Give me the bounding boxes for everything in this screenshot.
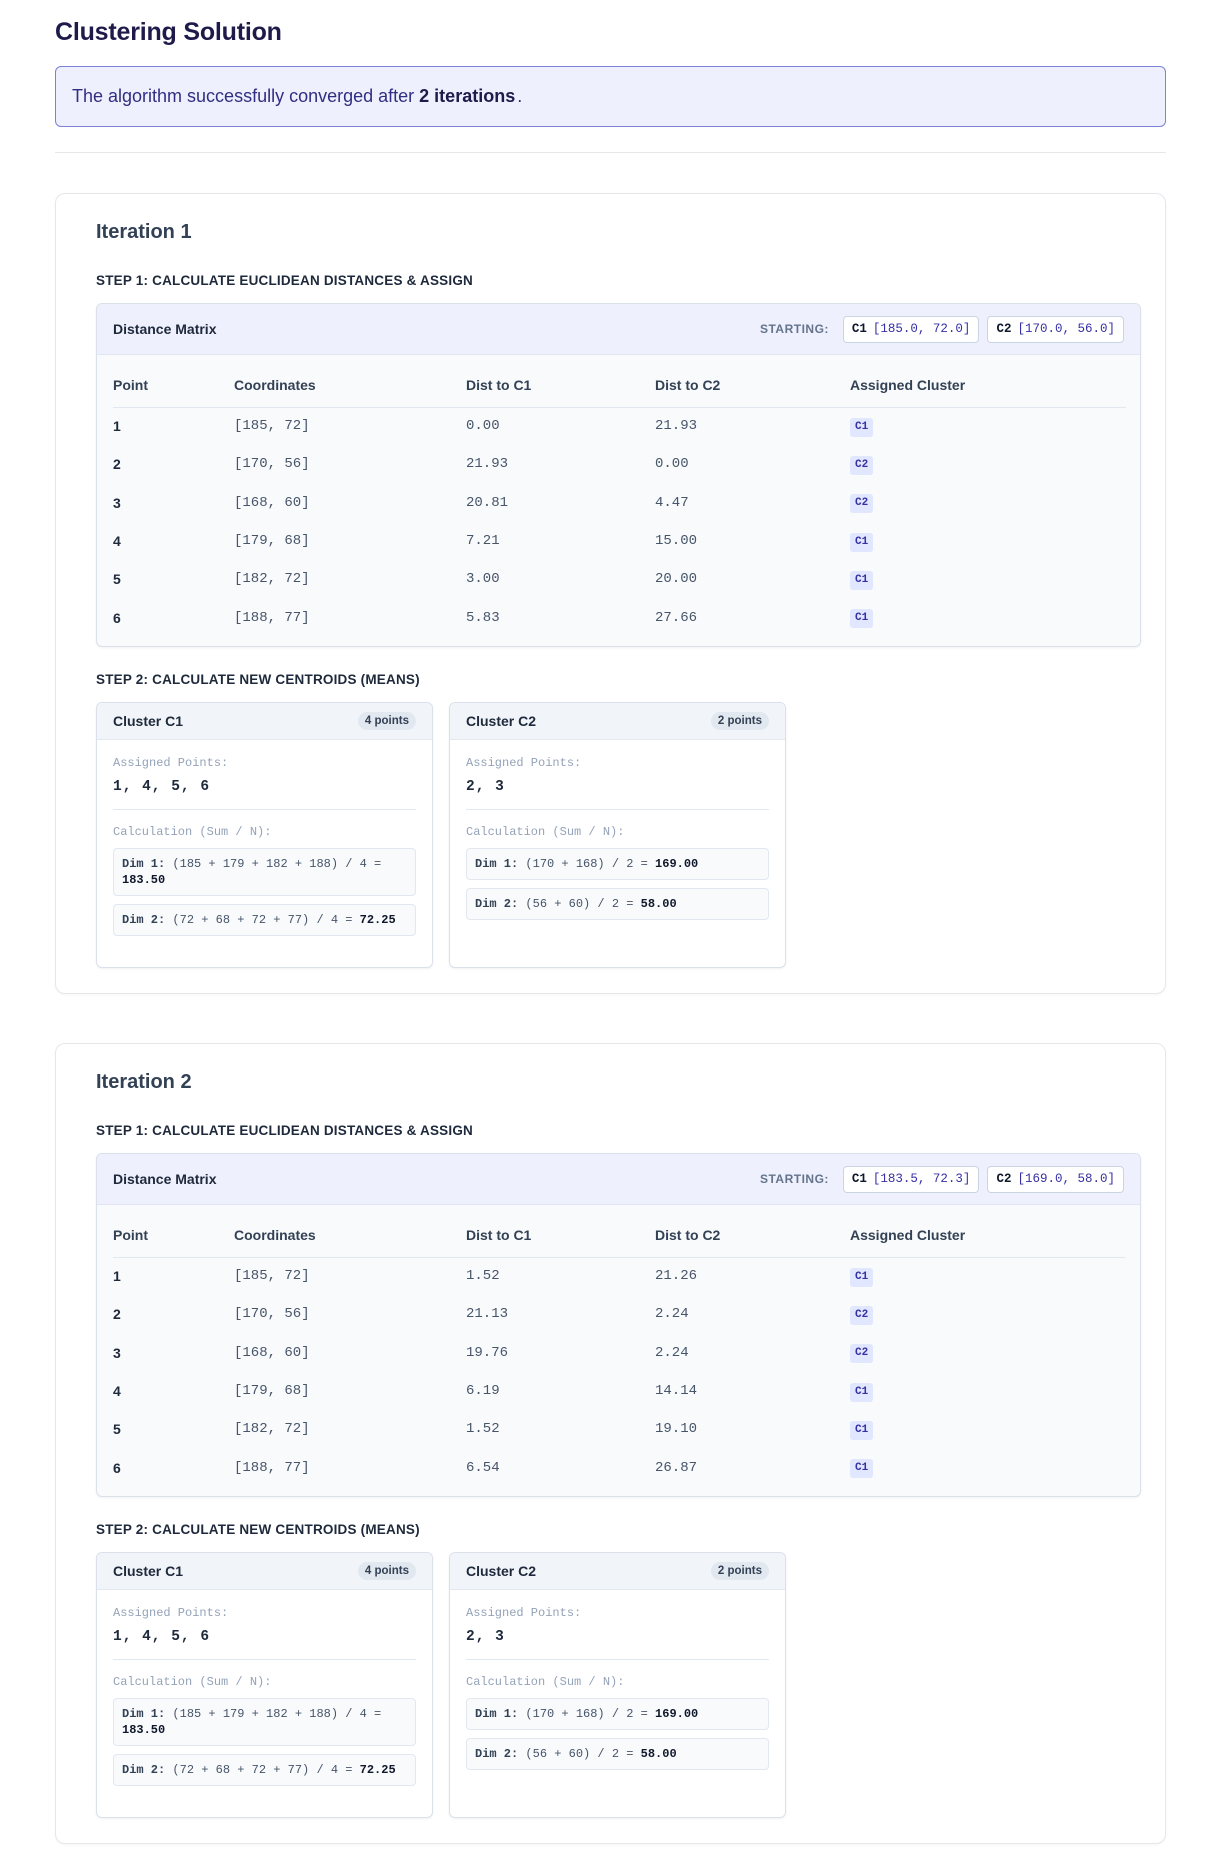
dim-label: Dim 2:	[475, 897, 519, 911]
dim-expression: (72 + 68 + 72 + 77) / 4 =	[172, 1763, 353, 1777]
centroid-value: [185.0, 72.0]	[872, 322, 971, 336]
dim-expression: (56 + 60) / 2 =	[525, 1747, 634, 1761]
dim-expression: (170 + 168) / 2 =	[525, 857, 648, 871]
card-divider	[466, 1659, 769, 1660]
centroid-chip-c1	[843, 316, 980, 343]
table-row	[113, 1372, 1126, 1410]
dim-result: 169.00	[655, 857, 699, 871]
dist-to-c2: 4.47	[655, 494, 689, 511]
dist-to-c2: 2.24	[655, 1306, 689, 1323]
card-divider	[113, 1659, 416, 1660]
dim-result: 58.00	[640, 1747, 677, 1761]
dist-to-c1: 1.52	[466, 1421, 500, 1438]
table-row	[113, 522, 1126, 560]
column-header-coordinates: Coordinates	[234, 363, 466, 407]
cluster-card-c2	[449, 1552, 786, 1818]
centroid-value: [170.0, 56.0]	[1017, 322, 1115, 336]
cluster-badge: C1	[850, 418, 873, 437]
point-count-badge: 2 points	[711, 712, 769, 730]
dim-result: 58.00	[640, 897, 677, 911]
dist-to-c1: 21.13	[466, 1306, 509, 1323]
cluster-badge: C1	[850, 1383, 873, 1402]
cluster-card-header	[450, 1553, 785, 1590]
calc-dim2	[113, 1754, 416, 1786]
calculation-label: Calculation (Sum / N):	[466, 1675, 625, 1689]
point-coordinates: [188, 77]	[234, 609, 310, 626]
point-coordinates: [188, 77]	[234, 1459, 310, 1476]
distance-table	[113, 363, 1126, 637]
column-header-dist-c1: Dist to C1	[466, 363, 655, 407]
distance-matrix-header	[97, 1154, 1140, 1205]
cluster-title: Cluster C1	[113, 1563, 184, 1579]
step1-label: STEP 1: CALCULATE EUCLIDEAN DISTANCES & ASSIGN	[96, 1123, 473, 1138]
calc-dim1	[466, 848, 769, 880]
table-row	[113, 560, 1126, 598]
cluster-badge: C1	[850, 533, 873, 552]
calculation-label: Calculation (Sum / N):	[113, 825, 272, 839]
iteration-title: Iteration 2	[96, 1071, 192, 1093]
assigned-points-list: 1, 4, 5, 6	[113, 779, 211, 795]
point-coordinates: [185, 72]	[234, 418, 310, 435]
table-row	[113, 1295, 1126, 1333]
cluster-card-c1	[96, 702, 433, 968]
point-id: 6	[113, 1459, 121, 1476]
cluster-card-c1	[96, 1552, 433, 1818]
point-id: 3	[113, 1344, 121, 1361]
dist-to-c2: 27.66	[655, 609, 698, 626]
convergence-banner	[55, 66, 1166, 127]
dist-to-c2: 20.00	[655, 571, 698, 588]
cluster-badge: C2	[850, 456, 873, 475]
cluster-card-header	[97, 1553, 432, 1590]
dist-to-c1: 1.52	[466, 1268, 500, 1285]
table-row	[113, 407, 1126, 445]
centroid-value: [169.0, 58.0]	[1017, 1172, 1115, 1186]
dim-label: Dim 2:	[122, 913, 166, 927]
centroid-chip-c1	[843, 1166, 980, 1193]
table-header-row	[113, 1213, 1126, 1257]
distance-table	[113, 1213, 1126, 1487]
column-header-dist-c2: Dist to C2	[655, 363, 850, 407]
cluster-title: Cluster C2	[466, 713, 537, 729]
dist-to-c2: 21.93	[655, 418, 698, 435]
point-id: 4	[113, 533, 121, 550]
dim-expression: (185 + 179 + 182 + 188) / 4 =	[172, 857, 382, 871]
divider	[55, 152, 1166, 153]
cluster-title: Cluster C1	[113, 713, 184, 729]
assigned-points-list: 2, 3	[466, 779, 505, 795]
cluster-card-c2	[449, 702, 786, 968]
dim-expression: (170 + 168) / 2 =	[525, 1707, 648, 1721]
calculation-label: Calculation (Sum / N):	[466, 825, 625, 839]
centroid-name: C1	[851, 322, 867, 336]
cluster-badge: C1	[850, 609, 873, 628]
dist-to-c1: 5.83	[466, 609, 500, 626]
dist-to-c1: 3.00	[466, 571, 500, 588]
calc-dim2	[113, 904, 416, 936]
point-count-badge: 4 points	[358, 712, 416, 730]
dist-to-c1: 20.81	[466, 494, 509, 511]
table-row	[113, 1448, 1126, 1486]
table-row	[113, 1334, 1126, 1372]
dist-to-c2: 26.87	[655, 1459, 698, 1476]
table-row	[113, 598, 1126, 636]
page-title: Clustering Solution	[55, 18, 282, 46]
dist-to-c2: 15.00	[655, 533, 698, 550]
table-row	[113, 1410, 1126, 1448]
iteration-title: Iteration 1	[96, 221, 192, 243]
starting-label: STARTING:	[759, 322, 829, 336]
dim-result: 72.25	[359, 913, 396, 927]
point-coordinates: [170, 56]	[234, 1306, 310, 1323]
card-divider	[466, 809, 769, 810]
distance-matrix-title: Distance Matrix	[113, 1171, 217, 1187]
centroid-value: [183.5, 72.3]	[872, 1172, 971, 1186]
cluster-badge: C2	[850, 1306, 873, 1325]
cluster-badge: C1	[850, 1421, 873, 1440]
dist-to-c2: 0.00	[655, 456, 689, 473]
column-header-dist-c1: Dist to C1	[466, 1213, 655, 1257]
cluster-card-header	[450, 703, 785, 740]
point-coordinates: [168, 60]	[234, 494, 310, 511]
distance-matrix-header	[97, 304, 1140, 355]
point-id: 5	[113, 1421, 121, 1438]
table-row	[113, 1257, 1126, 1295]
column-header-dist-c2: Dist to C2	[655, 1213, 850, 1257]
assigned-points-label: Assigned Points:	[113, 1606, 229, 1620]
cluster-badge: C1	[850, 1459, 873, 1478]
point-coordinates: [182, 72]	[234, 571, 310, 588]
dist-to-c2: 19.10	[655, 1421, 698, 1438]
cluster-title: Cluster C2	[466, 1563, 537, 1579]
dist-to-c1: 6.19	[466, 1383, 500, 1400]
point-coordinates: [168, 60]	[234, 1344, 310, 1361]
dim-result: 72.25	[359, 1763, 396, 1777]
banner-period: .	[517, 86, 523, 106]
dim-label: Dim 1:	[122, 857, 166, 871]
assigned-points-label: Assigned Points:	[466, 756, 582, 770]
dist-to-c1: 0.00	[466, 418, 500, 435]
centroid-name: C2	[996, 1172, 1012, 1186]
table-row	[113, 445, 1126, 483]
point-coordinates: [170, 56]	[234, 456, 310, 473]
point-id: 2	[113, 1306, 121, 1323]
point-id: 2	[113, 456, 121, 473]
cluster-badge: C2	[850, 1344, 873, 1363]
column-header-point: Point	[113, 1213, 234, 1257]
step1-label: STEP 1: CALCULATE EUCLIDEAN DISTANCES & ASSIGN	[96, 273, 473, 288]
iteration-card	[55, 193, 1166, 994]
point-id: 1	[113, 418, 121, 435]
calc-dim1	[466, 1698, 769, 1730]
point-id: 1	[113, 1268, 121, 1285]
distance-matrix	[96, 303, 1141, 647]
assigned-points-list: 1, 4, 5, 6	[113, 1629, 211, 1645]
column-header-assigned: Assigned Cluster	[850, 363, 1126, 407]
step2-label: STEP 2: CALCULATE NEW CENTROIDS (MEANS)	[96, 672, 420, 687]
table-header-row	[113, 363, 1126, 407]
table-row	[113, 484, 1126, 522]
point-count-badge: 4 points	[358, 1562, 416, 1580]
column-header-point: Point	[113, 363, 234, 407]
point-id: 3	[113, 494, 121, 511]
column-header-coordinates: Coordinates	[234, 1213, 466, 1257]
dim-expression: (56 + 60) / 2 =	[525, 897, 634, 911]
point-coordinates: [185, 72]	[234, 1268, 310, 1285]
centroid-chip-c2	[987, 1166, 1124, 1193]
calc-dim1	[113, 1698, 416, 1746]
calc-dim2	[466, 888, 769, 920]
point-id: 5	[113, 571, 121, 588]
dist-to-c1: 21.93	[466, 456, 509, 473]
starting-label: STARTING:	[759, 1172, 829, 1186]
dim-label: Dim 2:	[122, 1763, 166, 1777]
step2-label: STEP 2: CALCULATE NEW CENTROIDS (MEANS)	[96, 1522, 420, 1537]
point-count-badge: 2 points	[711, 1562, 769, 1580]
cluster-badge: C1	[850, 571, 873, 590]
point-coordinates: [179, 68]	[234, 533, 310, 550]
calculation-label: Calculation (Sum / N):	[113, 1675, 272, 1689]
dim-expression: (72 + 68 + 72 + 77) / 4 =	[172, 913, 353, 927]
column-header-assigned: Assigned Cluster	[850, 1213, 1126, 1257]
iteration-card	[55, 1043, 1166, 1844]
dist-to-c2: 2.24	[655, 1344, 689, 1361]
dim-label: Dim 1:	[475, 1707, 519, 1721]
dim-label: Dim 1:	[122, 1707, 166, 1721]
assigned-points-label: Assigned Points:	[113, 756, 229, 770]
starting-centroids	[760, 1166, 1124, 1193]
cluster-badge: C2	[850, 494, 873, 513]
centroid-name: C2	[996, 322, 1012, 336]
assigned-points-list: 2, 3	[466, 1629, 505, 1645]
point-coordinates: [182, 72]	[234, 1421, 310, 1438]
dim-result: 183.50	[122, 873, 166, 887]
banner-text: The algorithm successfully converged after	[72, 86, 415, 106]
dist-to-c2: 21.26	[655, 1268, 698, 1285]
centroid-chip-c2	[987, 316, 1124, 343]
dist-to-c1: 7.21	[466, 533, 500, 550]
dist-to-c1: 6.54	[466, 1459, 500, 1476]
assigned-points-label: Assigned Points:	[466, 1606, 582, 1620]
point-id: 6	[113, 609, 121, 626]
dist-to-c2: 14.14	[655, 1383, 698, 1400]
cluster-badge: C1	[850, 1268, 873, 1287]
calc-dim2	[466, 1738, 769, 1770]
dim-expression: (185 + 179 + 182 + 188) / 4 =	[172, 1707, 382, 1721]
dist-to-c1: 19.76	[466, 1344, 509, 1361]
dim-label: Dim 1:	[475, 857, 519, 871]
calc-dim1	[113, 848, 416, 896]
banner-iterations: 2 iterations	[419, 86, 516, 106]
starting-centroids	[760, 316, 1124, 343]
dim-result: 183.50	[122, 1723, 166, 1737]
distance-matrix	[96, 1153, 1141, 1497]
card-divider	[113, 809, 416, 810]
cluster-card-header	[97, 703, 432, 740]
centroid-name: C1	[851, 1172, 867, 1186]
distance-matrix-title: Distance Matrix	[113, 321, 217, 337]
point-id: 4	[113, 1383, 121, 1400]
dim-result: 169.00	[655, 1707, 699, 1721]
point-coordinates: [179, 68]	[234, 1383, 310, 1400]
dim-label: Dim 2:	[475, 1747, 519, 1761]
